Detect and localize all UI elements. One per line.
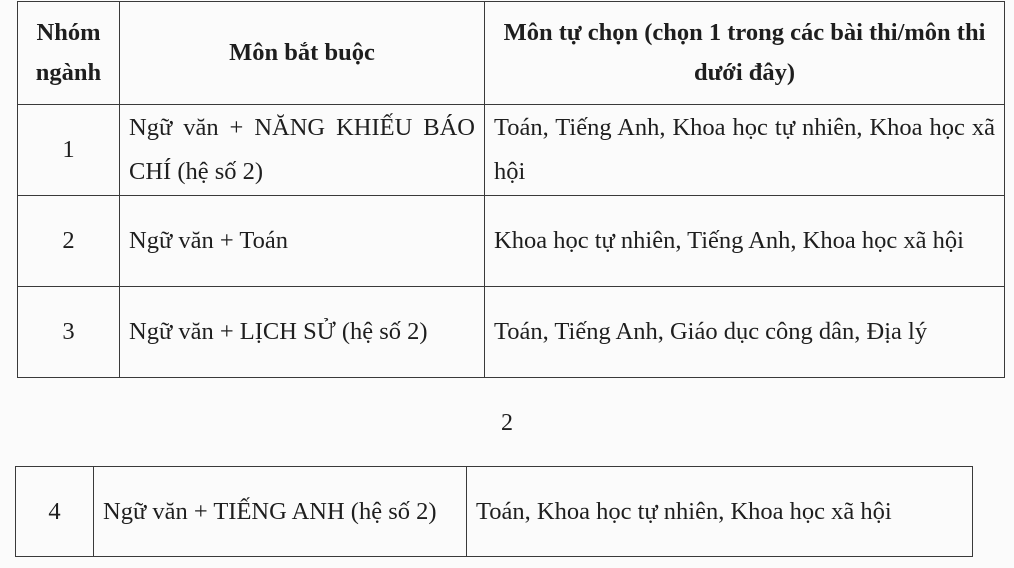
elective-subjects: Toán, Tiếng Anh, Khoa học tự nhiên, Khoa học xã hội — [485, 105, 1005, 196]
table-row — [18, 287, 1005, 378]
header-required-subjects: Môn bắt buộc — [120, 2, 485, 105]
subject-group-table — [17, 1, 1005, 378]
subject-group-table-continued — [15, 466, 973, 557]
header-group: Nhóm ngành — [18, 2, 120, 105]
group-number: 2 — [18, 196, 120, 287]
table-row — [16, 467, 973, 557]
elective-subjects: Toán, Khoa học tự nhiên, Khoa học xã hội — [467, 467, 973, 557]
required-subjects: Ngữ văn + TIẾNG ANH (hệ số 2) — [94, 467, 467, 557]
required-subjects: Ngữ văn + Toán — [120, 196, 485, 287]
elective-subjects: Toán, Tiếng Anh, Giáo dục công dân, Địa lý — [485, 287, 1005, 378]
table-header-row — [18, 2, 1005, 105]
required-subjects: Ngữ văn + LỊCH SỬ (hệ số 2) — [120, 287, 485, 378]
header-elective-subjects: Môn tự chọn (chọn 1 trong các bài thi/môn thi dưới đây) — [485, 2, 1005, 105]
group-number: 1 — [18, 105, 120, 196]
page-number: 2 — [501, 410, 513, 436]
table-row — [18, 196, 1005, 287]
required-subjects: Ngữ văn + NĂNG KHIẾU BÁO CHÍ (hệ số 2) — [120, 105, 485, 196]
table-row — [18, 105, 1005, 196]
elective-subjects: Khoa học tự nhiên, Tiếng Anh, Khoa học xã hội — [485, 196, 1005, 287]
group-number: 3 — [18, 287, 120, 378]
group-number: 4 — [16, 467, 94, 557]
